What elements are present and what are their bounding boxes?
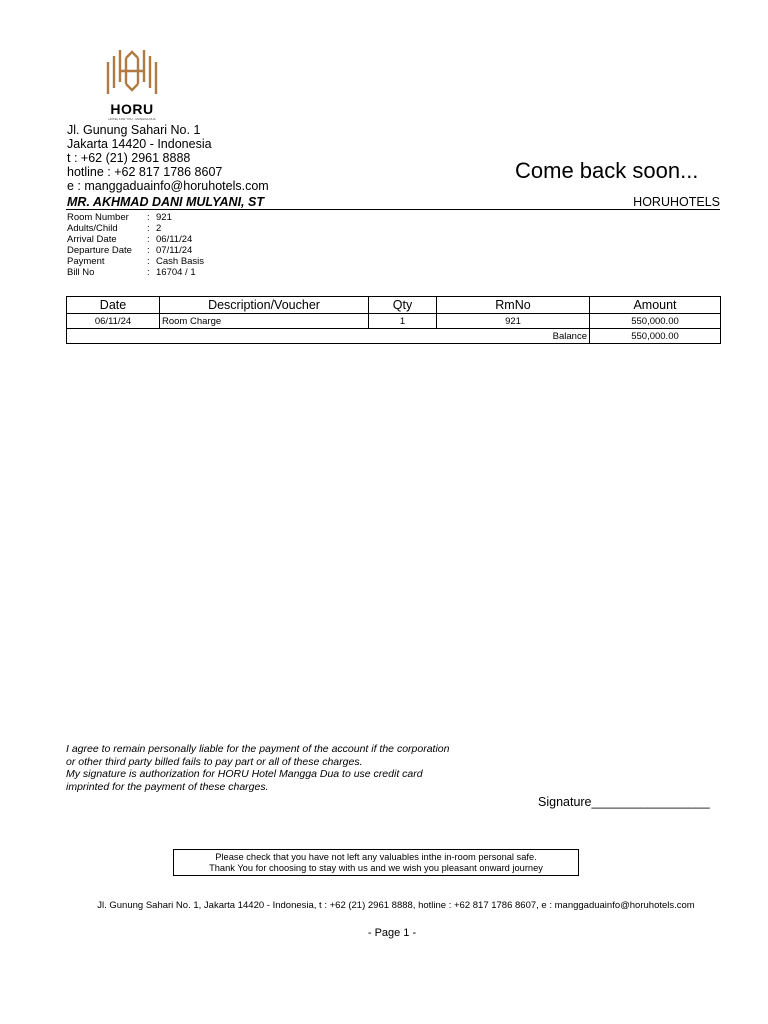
balance-value: 550,000.00	[590, 329, 721, 344]
info-colon: :	[147, 245, 150, 256]
cell-rmno: 921	[437, 314, 590, 329]
cell-qty: 1	[369, 314, 437, 329]
info-value: Cash Basis	[156, 256, 205, 267]
logo-tagline: HOTEL FOR YOU - MANGGA DUA	[108, 117, 156, 121]
info-row-room-number	[67, 212, 204, 223]
info-colon: :	[147, 234, 150, 245]
notice-line-2: Thank You for choosing to stay with us and we wish you pleasant onward journey	[209, 863, 543, 873]
info-row-bill-no	[67, 267, 204, 278]
greeting-heading: Come back soon...	[515, 158, 699, 183]
agreement-line: I agree to remain personally liable for the payment of the account if the corporation	[66, 743, 450, 755]
cell-date: 06/11/24	[67, 314, 160, 329]
logo-brand-text: HORU	[110, 101, 154, 117]
horu-logo-icon	[102, 44, 162, 102]
info-colon: :	[147, 256, 150, 267]
agreement-line: imprinted for the payment of these charges.	[66, 780, 269, 793]
page-number: - Page 1 -	[367, 927, 417, 939]
hotel-logo	[102, 44, 162, 122]
footer-address: Jl. Gunung Sahari No. 1, Jakarta 14420 - Indonesia, t : +62 (21) 2961 8888, hotline : +62 817 1786 8607, e : manggaduainfo@horuhotels.com	[97, 900, 695, 911]
address-line-2: Jakarta 14420 - Indonesia	[67, 137, 212, 151]
info-value: 07/11/24	[156, 245, 193, 256]
info-colon: :	[147, 267, 150, 278]
header-divider	[66, 209, 720, 210]
info-value: 06/11/24	[156, 234, 193, 245]
signature-line: Signature_________________	[538, 795, 710, 809]
table-row	[67, 314, 721, 329]
notice-box	[173, 849, 579, 876]
info-row-adults-child	[67, 223, 204, 234]
info-row-payment	[67, 256, 204, 267]
column-header-qty: Qty	[369, 297, 437, 314]
hotel-brand-name: HORUHOTELS	[633, 195, 720, 209]
bill-table	[66, 296, 721, 344]
address-line-1: Jl. Gunung Sahari No. 1	[67, 123, 201, 137]
info-colon: :	[147, 212, 150, 223]
balance-label: Balance	[67, 329, 590, 344]
info-row-arrival-date	[67, 234, 204, 245]
table-header-row	[67, 297, 721, 314]
info-colon: :	[147, 223, 150, 234]
info-value: 921	[156, 212, 172, 223]
info-label: Departure Date	[67, 245, 132, 256]
address-email: e : manggaduainfo@horuhotels.com	[67, 179, 269, 193]
info-value: 16704 / 1	[156, 267, 196, 278]
cell-amount: 550,000.00	[590, 314, 721, 329]
column-header-rmno: RmNo	[437, 297, 590, 314]
liability-agreement	[66, 743, 449, 793]
guest-name: MR. AKHMAD DANI MULYANI, ST	[67, 195, 264, 209]
info-label: Room Number	[67, 212, 129, 223]
address-phone: t : +62 (21) 2961 8888	[67, 151, 191, 165]
notice-line-1: Please check that you have not left any valuables inthe in-room personal safe.	[215, 852, 537, 862]
column-header-amount: Amount	[590, 297, 721, 314]
address-hotline: hotline : +62 817 1786 8607	[67, 165, 223, 179]
info-label: Payment	[67, 256, 105, 267]
info-value: 2	[156, 223, 162, 234]
agreement-line: or other third party billed fails to pay part or all of these charges.	[66, 755, 363, 768]
agreement-line: My signature is authorization for HORU Hotel Mangga Dua to use credit card	[66, 768, 423, 781]
info-label: Bill No	[67, 267, 95, 278]
hotel-address-block	[67, 123, 269, 193]
column-header-description: Description/Voucher	[160, 297, 369, 314]
balance-row	[67, 329, 721, 344]
column-header-date: Date	[67, 297, 160, 314]
stay-info-block	[67, 212, 204, 278]
info-label: Adults/Child	[67, 223, 118, 234]
info-row-departure-date	[67, 245, 204, 256]
cell-description: Room Charge	[160, 314, 369, 329]
info-label: Arrival Date	[67, 234, 117, 245]
